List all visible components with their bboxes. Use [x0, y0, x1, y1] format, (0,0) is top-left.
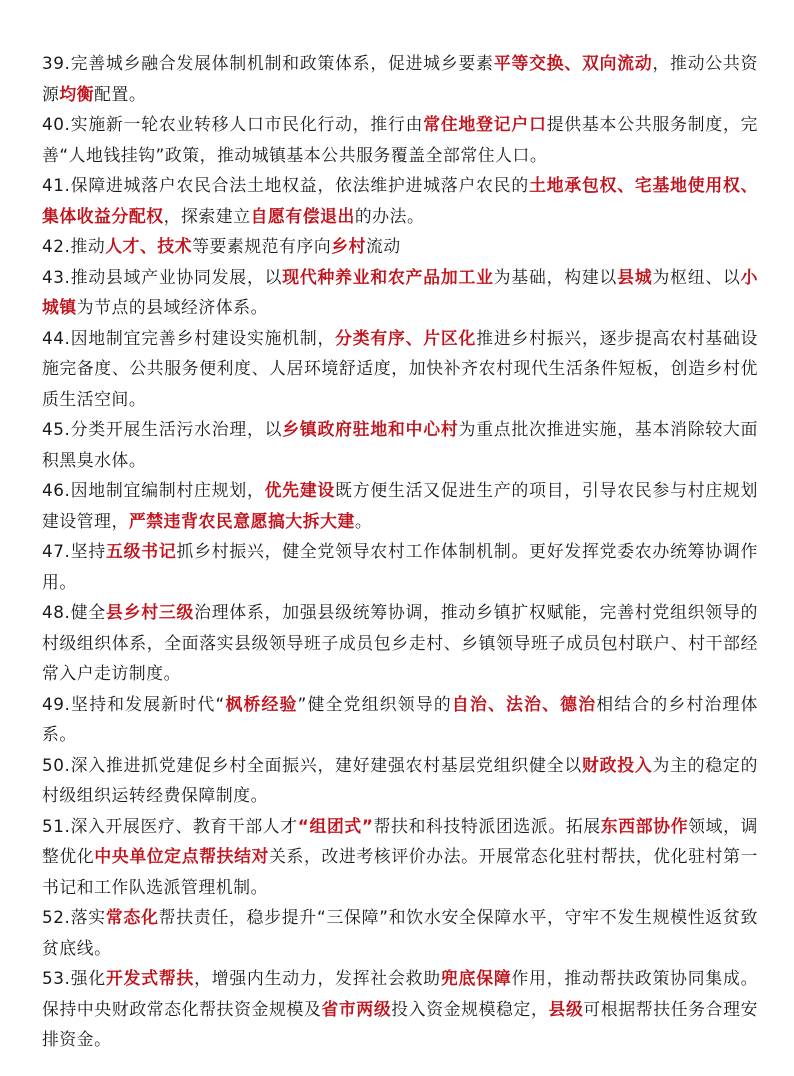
highlighted-phrase: 省市两级: [321, 998, 392, 1019]
text-segment: 50.深入推进抓党建促乡村全面振兴，建好建强农村基层党组织健全以: [42, 754, 582, 775]
text-segment: 作用，推动帮扶政策协同集成。保持中央财政常态化帮扶资金规模及: [42, 968, 758, 1019]
text-segment: 52.落实: [42, 907, 106, 927]
text-segment: 领域，调整优化: [42, 815, 758, 866]
highlighted-phrase: 县城: [617, 266, 653, 287]
text-segment: 42.推动: [42, 236, 106, 256]
text-segment: 。: [354, 510, 373, 531]
highlighted-phrase: 自治、法治、德治: [451, 693, 597, 714]
policy-item: [42, 689, 758, 750]
highlighted-phrase: 人才、技术: [105, 236, 193, 256]
highlighted-phrase: 乡村: [331, 236, 367, 256]
text-segment: 40.实施新一轮农业转移人口市民化行动，推行由: [42, 114, 424, 134]
text-segment: 48.健全: [42, 602, 106, 622]
highlighted-phrase: 五级书记: [106, 541, 177, 561]
text-segment: 43.推动县域产业协同发展，以: [42, 266, 283, 287]
text-segment: 的办法。: [354, 205, 425, 226]
highlighted-phrase: 优先建设: [264, 480, 336, 500]
policy-item: [42, 475, 758, 536]
text-segment: 投入资金规模稳定，: [391, 998, 549, 1019]
policy-item: [42, 109, 758, 170]
highlighted-phrase: 县乡村三级: [106, 602, 195, 622]
highlighted-phrase: 分类有序、片区化: [335, 327, 477, 348]
text-segment: 相结合的乡村治理体系。: [42, 693, 758, 744]
text-segment: ，推动公共资源: [42, 53, 758, 104]
policy-item: [42, 48, 758, 109]
highlighted-phrase: 常住地登记户口: [423, 114, 547, 134]
text-segment: 44.因地制宜完善乡村建设实施机制，: [42, 327, 336, 348]
text-segment: 41.保障进城落户农民合法土地权益，依法维护进城落户农民的: [42, 175, 530, 195]
text-segment: 为基础，构建以: [493, 266, 618, 287]
policy-item: [42, 963, 758, 1055]
text-segment: 49.坚持和发展新时代“: [42, 693, 225, 714]
highlighted-phrase: 东西部协作: [600, 815, 689, 836]
text-segment: 既方便生活又促进生产的项目，引导农民参与村庄规划建设管理，: [42, 480, 758, 531]
highlighted-phrase: 乡镇政府驻地和中心村: [282, 419, 459, 439]
text-segment: 为主的稳定的村级组织运转经费保障制度。: [42, 754, 758, 805]
text-segment: 51.深入开展医疗、教育干部人才: [42, 815, 298, 836]
policy-item: [42, 414, 758, 475]
policy-item: [42, 323, 758, 415]
text-segment: 流动: [366, 236, 401, 256]
text-segment: 47.坚持: [42, 541, 106, 561]
text-segment: 治理体系，加强县级统筹协调，推动乡镇扩权赋能，完善村党组织领导的村级组织体系，全面落实县级领导班子成员包乡走村、乡镇领导班子成员包村联户、村干部经常入户走访制度。: [42, 602, 758, 683]
policy-item: [42, 231, 758, 262]
text-segment: 45.分类开展生活污水治理，以: [42, 419, 283, 439]
highlighted-phrase: 严禁违背农民意愿搞大拆大建: [128, 510, 355, 531]
highlighted-phrase: 小城镇: [42, 266, 758, 317]
highlighted-phrase: 均衡: [59, 83, 95, 104]
text-segment: 抓乡村振兴，健全党领导农村工作体制机制。更好发挥党委农办统筹协调作用。: [42, 541, 758, 592]
highlighted-phrase: “组团式”: [297, 815, 374, 836]
text-segment: 为节点的县域经济体系。: [76, 297, 268, 317]
text-segment: ，探索建立: [163, 205, 251, 226]
text-segment: 帮扶和科技特派团选派。拓展: [373, 815, 601, 836]
policy-item: [42, 536, 758, 597]
highlighted-phrase: 中央单位定点帮扶结对: [94, 846, 270, 866]
policy-item: [42, 902, 758, 963]
highlighted-phrase: 县级: [548, 998, 584, 1019]
text-segment: 39.完善城乡融合发展体制机制和政策体系，促进城乡要素: [42, 53, 494, 73]
text-segment: 配置。: [94, 83, 147, 104]
text-segment: ”健全党组织领导的: [297, 693, 452, 714]
highlighted-phrase: 自愿有偿退出: [250, 205, 355, 226]
text-segment: 推进乡村振兴，逐步提高农村基础设施完备度、公共服务便利度、人居环境舒适度，加快补齐农村现代生活条件短板，创造乡村优质生活空间。: [42, 327, 758, 409]
text-segment: 等要素规范有序向: [192, 236, 332, 256]
policy-item: [42, 597, 758, 689]
text-segment: ，增强内生动力，发挥社会救助: [194, 968, 441, 988]
highlighted-phrase: 财政投入: [581, 754, 653, 775]
text-segment: 帮扶责任，稳步提升“三保障”和饮水安全保障水平，守牢不发生规模性返贫致贫底线。: [42, 907, 758, 958]
policy-item: [42, 170, 758, 231]
policy-item: [42, 262, 758, 323]
policy-item: [42, 750, 758, 811]
highlighted-phrase: 平等交换、双向流动: [493, 53, 653, 73]
highlighted-phrase: 开发式帮扶: [106, 968, 195, 988]
text-segment: 可根据帮扶任务合理安排资金。: [42, 998, 758, 1049]
policy-item: [42, 811, 758, 903]
text-segment: 为枢纽、以: [652, 266, 741, 287]
text-segment: 46.因地制宜编制村庄规划，: [42, 480, 265, 500]
text-segment: 53.强化: [42, 968, 106, 988]
highlighted-phrase: 现代种养业和农产品加工业: [282, 266, 494, 287]
highlighted-phrase: 常态化: [105, 907, 159, 927]
text-segment: 为重点批次推进实施，基本消除较大面积黑臭水体。: [42, 419, 758, 470]
text-segment: 关系，改进考核评价办法。开展常态化驻村帮扶，优化驻村第一书记和工作队选派管理机制。: [42, 846, 758, 897]
highlighted-phrase: 土地承包权、宅基地使用权、集体收益分配权: [42, 175, 758, 226]
text-segment: 提供基本公共服务制度，完善“人地钱挂钩”政策，推动城镇基本公共服务覆盖全部常住人口。: [42, 114, 758, 165]
highlighted-phrase: 枫桥经验: [224, 693, 298, 714]
highlighted-phrase: 兜底保障: [440, 968, 512, 988]
